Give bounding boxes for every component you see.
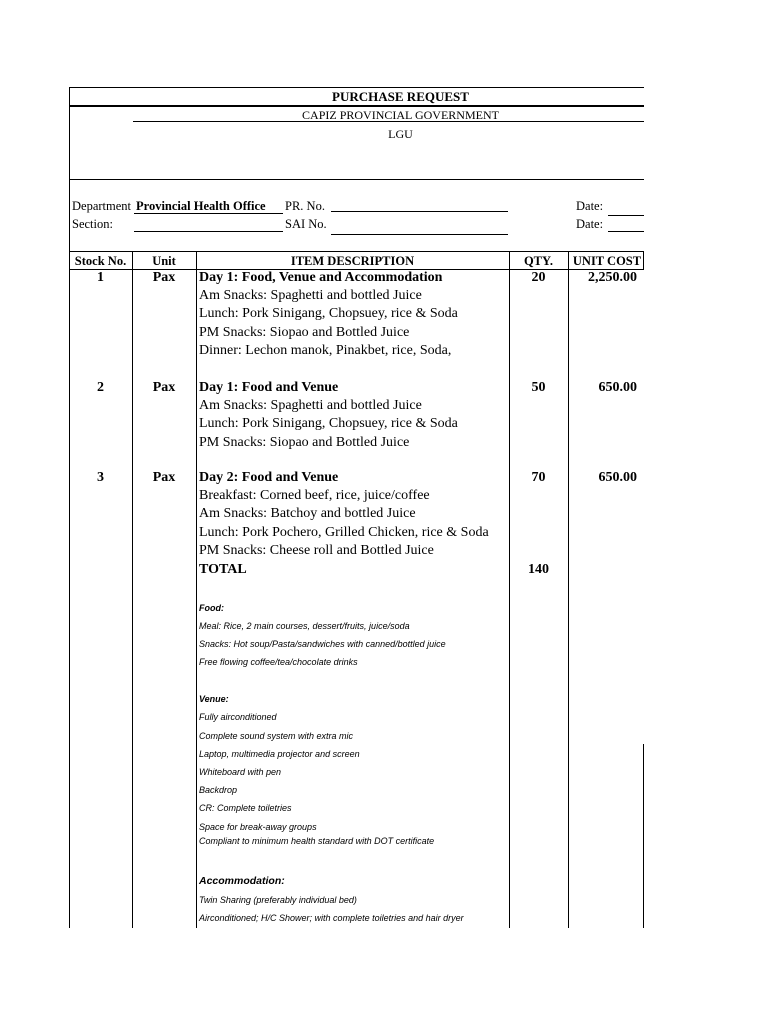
spec-line: Twin Sharing (preferably individual bed) (199, 895, 357, 905)
header-left-border (69, 87, 70, 179)
table-col-border-1 (132, 251, 133, 928)
header-top-rule (69, 87, 644, 88)
form-left-border (69, 179, 70, 251)
item-description-line: Lunch: Pork Pochero, Grilled Chicken, rice & Soda (199, 524, 489, 540)
total-qty: 140 (528, 562, 549, 577)
spec-heading-food: Food: (199, 603, 224, 613)
organization-name: CAPIZ PROVINCIAL GOVERNMENT (302, 108, 499, 122)
date-field-1[interactable] (608, 215, 644, 216)
column-header-unit-cost: UNIT COST (572, 254, 642, 268)
stock-number: 3 (97, 470, 104, 485)
stock-number: 2 (97, 380, 104, 395)
date-field-2[interactable] (608, 231, 644, 232)
spec-line: Compliant to minimum health standard with DOT certificate (199, 836, 435, 846)
spec-heading-venue: Venue: (199, 694, 229, 704)
sai-number-field[interactable] (331, 234, 508, 235)
section-label: Section: (72, 217, 113, 231)
item-description-line: Am Snacks: Batchoy and bottled Juice (199, 506, 416, 522)
table-top-rule (69, 251, 644, 252)
table-col-border-2 (196, 251, 197, 928)
table-col-border-4 (568, 251, 569, 928)
unit-value: Pax (152, 470, 176, 485)
pr-number-label: PR. No. (285, 199, 325, 213)
item-description-line: PM Snacks: Siopao and Bottled Juice (199, 324, 410, 340)
page-title: PURCHASE REQUEST (332, 89, 469, 104)
spec-line: Meal: Rice, 2 main courses, dessert/fruits, juice/soda (199, 621, 410, 631)
spec-line: Snacks: Hot soup/Pasta/sandwiches with canned/bottled juice (199, 639, 446, 649)
spec-line: Whiteboard with pen (199, 767, 282, 777)
department-underline (134, 213, 283, 214)
spec-line: Backdrop (199, 785, 238, 795)
spec-heading-accommodation: Accommodation: (199, 875, 285, 887)
column-header-item-description: ITEM DESCRIPTION (290, 254, 415, 268)
item-title: Day 1: Food, Venue and Accommodation (199, 270, 443, 285)
column-header-qty: QTY. (523, 254, 554, 268)
qty-value: 20 (531, 270, 546, 285)
item-description-line: Breakfast: Corned beef, rice, juice/coffee (199, 488, 430, 504)
pr-number-field[interactable] (331, 211, 508, 212)
spec-line: Airconditioned; H/C Shower; with complete toiletries and hair dryer (199, 913, 464, 923)
item-title: Day 1: Food and Venue (199, 380, 339, 395)
total-label: TOTAL (199, 562, 247, 577)
table-col-border-3 (509, 251, 510, 928)
item-description-line: PM Snacks: Cheese roll and Bottled Juice (199, 542, 434, 558)
table-col-border-right-bottom (643, 744, 644, 928)
spec-line: Complete sound system with extra mic (199, 731, 354, 741)
stock-number: 1 (97, 270, 104, 285)
spec-line: CR: Complete toiletries (199, 803, 292, 813)
sai-number-label: SAI No. (285, 217, 327, 231)
item-title: Day 2: Food and Venue (199, 470, 339, 485)
date-label-2: Date: (576, 217, 604, 231)
unit-value: Pax (152, 380, 176, 395)
table-col-border-left (69, 251, 70, 928)
spec-line: Fully airconditioned (199, 712, 277, 722)
date-label-1: Date: (576, 199, 604, 213)
column-header-unit: Unit (152, 254, 176, 268)
unit-cost-value: 650.00 (598, 380, 637, 395)
item-description-line: Am Snacks: Spaghetti and bottled Juice (199, 288, 422, 304)
organization-unit: LGU (388, 127, 413, 141)
section-field[interactable] (134, 231, 283, 232)
qty-value: 50 (531, 380, 546, 395)
spec-line: Laptop, multimedia projector and screen (199, 749, 360, 759)
qty-value: 70 (531, 470, 546, 485)
spec-line: Free flowing coffee/tea/chocolate drinks (199, 657, 358, 667)
header-title-rule (69, 105, 644, 107)
unit-value: Pax (152, 270, 176, 285)
header-bottom-rule (69, 179, 644, 180)
department-label: Department (72, 199, 132, 213)
item-description-line: Lunch: Pork Sinigang, Chopsuey, rice & Soda (199, 416, 458, 432)
unit-cost-value: 2,250.00 (588, 270, 637, 285)
item-description-line: Dinner: Lechon manok, Pinakbet, rice, Soda, (199, 342, 452, 358)
unit-cost-value: 650.00 (598, 470, 637, 485)
column-header-stock-no: Stock No. (74, 254, 127, 268)
spec-line: Space for break-away groups (199, 822, 317, 832)
item-description-line: Lunch: Pork Sinigang, Chopsuey, rice & Soda (199, 306, 458, 322)
item-description-line: PM Snacks: Siopao and Bottled Juice (199, 434, 410, 450)
department-value: Provincial Health Office (136, 199, 266, 213)
item-description-line: Am Snacks: Spaghetti and bottled Juice (199, 398, 422, 414)
